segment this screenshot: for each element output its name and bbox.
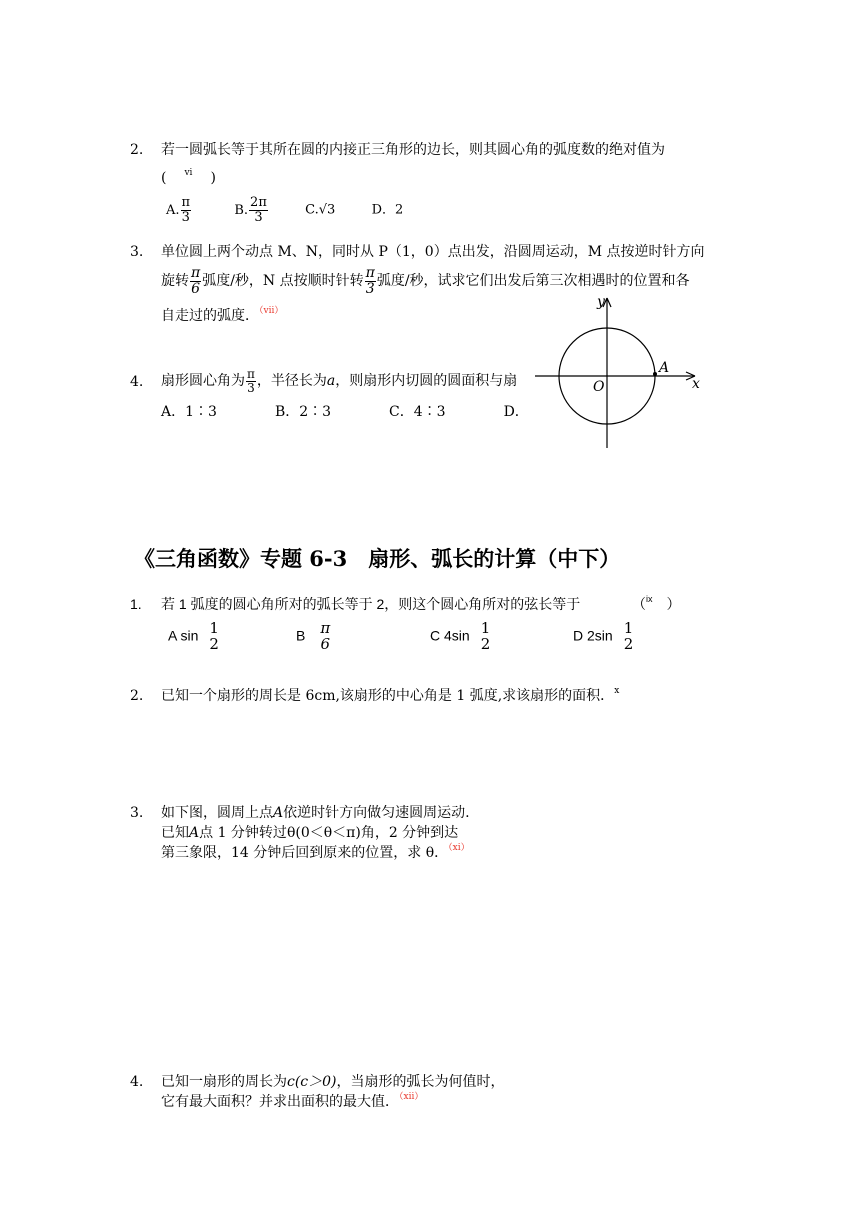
p2-question-1-answer-paren: （$^{ix}$ ） bbox=[632, 594, 681, 612]
y-axis-label: y bbox=[597, 294, 605, 310]
p2-question-3-line2: 已知A点 1 分钟转过θ(0＜θ＜π)角，2 分钟到达 bbox=[161, 825, 459, 841]
option-b: B. $\frac{2\pi}{3}$ bbox=[234, 195, 267, 225]
question-3-line1: 单位圆上两个动点 M、N，同时从 P（1，0）点出发，沿圆周运动，M 点按逆时针方向 bbox=[161, 244, 705, 260]
p2-question-3-line1: 如下图，圆周上点A依逆时针方向做匀速圆周运动. bbox=[161, 805, 470, 821]
p2-question-1-option-b: B π 6 bbox=[296, 619, 331, 653]
question-3-number: 3. bbox=[130, 244, 144, 260]
question-2-text: 若一圆弧长等于其所在圆的内接正三角形的边长，则其圆心角的弧度数的绝对值为 bbox=[161, 142, 665, 158]
origin-label: O bbox=[593, 379, 605, 395]
p2-question-1-text: 若 1 弧度的圆心角所对的弧长等于 2，则这个圆心角所对的弦长等于 bbox=[161, 596, 581, 612]
option-d: D．2 bbox=[371, 202, 404, 218]
point-a bbox=[653, 372, 657, 376]
question-2-answer-paren bbox=[161, 170, 216, 188]
p2-question-1-option-c: C 4sin 1 2 bbox=[430, 619, 491, 653]
p2-question-1-option-d: D 2sin 1 2 bbox=[573, 619, 634, 653]
footnote-ref: vi bbox=[184, 168, 193, 178]
p2-question-3-number: 3. bbox=[130, 805, 144, 821]
question-3-line3: 自走过的弧度．$^{(vii)}$ bbox=[161, 306, 284, 324]
question-4-number: 4. bbox=[130, 374, 144, 390]
p2-question-2-number: 2. bbox=[130, 688, 144, 704]
question-4-options bbox=[161, 404, 529, 422]
footnote-ref: x bbox=[614, 686, 620, 696]
fraction-pi-over-6: $\frac{\pi}{6}$ bbox=[191, 265, 201, 297]
footnote-ref: （xi） bbox=[448, 843, 470, 853]
p2-question-1-option-a: A sin 1 2 bbox=[168, 619, 219, 653]
option-b: B．2∶3 bbox=[274, 404, 332, 420]
paren-close: ) bbox=[210, 170, 216, 186]
p2-question-4-number: 4. bbox=[130, 1074, 144, 1090]
unit-circle-figure bbox=[535, 290, 710, 450]
footnote-ref: （xii） bbox=[399, 1092, 424, 1102]
p2-question-2-text: 已知一个扇形的周长是 6cm,该扇形的中心角是 1 弧度,求该扇形的面积．$^x$ bbox=[161, 686, 620, 704]
section-title: 《三角函数》专题 6-3 扇形、弧长的计算（中下） bbox=[134, 546, 621, 571]
question-4-text: 扇形圆心角为 $\frac{\pi}{3}$ ，半径长为a，则扇形内切圆的圆面积与扇 bbox=[161, 368, 518, 395]
p2-question-4-line1: 已知一扇形的周长为c(c＞0)，当扇形的弧长为何值时， bbox=[161, 1074, 505, 1090]
footnote-ref: （vii） bbox=[259, 306, 284, 316]
option-a: A. $\frac{\pi}{3}$ bbox=[166, 195, 191, 225]
option-c: C.√3 bbox=[305, 202, 336, 218]
footnote-ref: ix bbox=[646, 594, 653, 604]
fraction-pi-over-3: $\frac{\pi}{3}$ bbox=[365, 265, 375, 297]
p2-question-1-number: 1. bbox=[130, 596, 142, 612]
option-d: D． bbox=[503, 404, 529, 420]
paren-open: ( bbox=[161, 170, 167, 186]
p2-question-4-line2: 它有最大面积？并求出面积的最大值．$^{(xii)}$ bbox=[161, 1092, 424, 1110]
question-2-number: 2. bbox=[130, 142, 144, 158]
point-a-label: A bbox=[659, 360, 670, 376]
p2-question-3-line3: 第三象限，14 分钟后回到原来的位置，求 θ．$^{(xi)}$ bbox=[161, 843, 470, 861]
option-c: C．4∶3 bbox=[389, 404, 446, 420]
x-axis-label: x bbox=[692, 376, 700, 392]
option-a: A．1∶3 bbox=[161, 404, 217, 420]
question-3-line2: 旋转 $\frac{\pi}{6}$ 弧度/秒，N 点按顺时针转 $\frac{\pi}{3}$ 弧度/秒，试求它们出发后第三次相遇时的位置和各 bbox=[161, 265, 690, 297]
question-2-options bbox=[166, 196, 403, 224]
